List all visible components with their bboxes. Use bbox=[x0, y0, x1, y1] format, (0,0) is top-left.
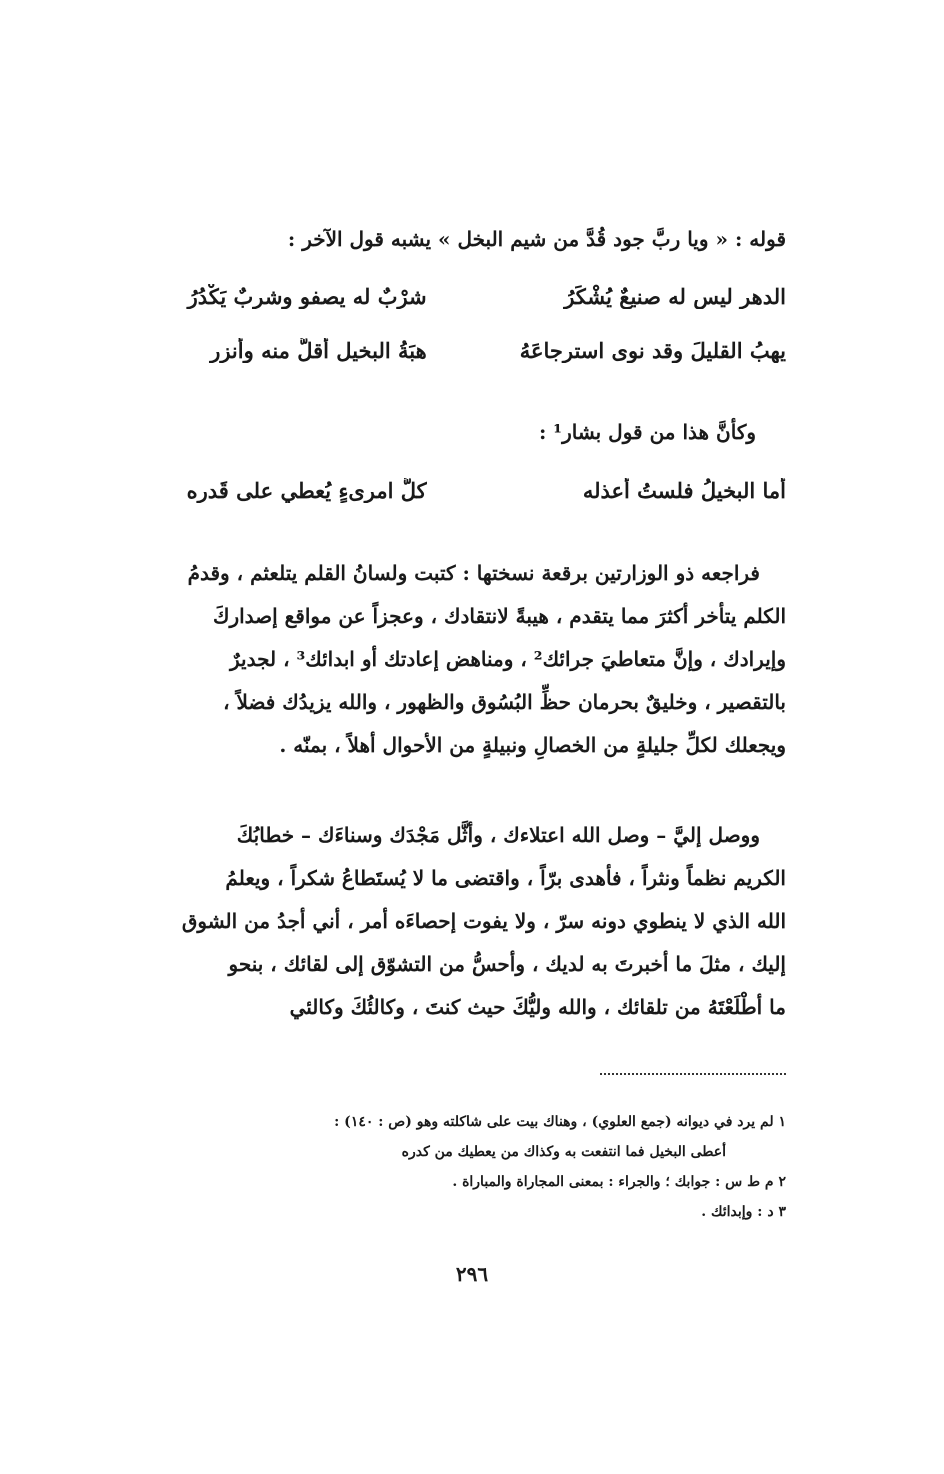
paragraph-line: الكلم يتأخر أكثرَ مما يتقدم ، هيبةً لانتقادك ، وعجزاً عن مواقع إصداركَ bbox=[212, 604, 786, 628]
paragraph-line: بالتقصير ، وخليقٌ بحرمان حظِّ البُسُوق والظهور ، والله يزيدُك فضلاً ، bbox=[223, 690, 786, 714]
verse-row bbox=[108, 284, 786, 328]
paragraph-line: الله الذي لا ينطوي دونه سرّ ، ولا يفوت إحصاءَه أمر ، أني أجدُ من الشوق bbox=[181, 909, 786, 933]
paragraph-line: ووصل إليَّ – وصل الله اعتلاءك ، وأثَّل مَجْدَك وسناءَك – خطابُكَ bbox=[236, 823, 760, 847]
footnote-3: ٣ د : وإبدائك . bbox=[701, 1204, 786, 1220]
paragraph-1 bbox=[108, 552, 786, 767]
verse-hemistich-2: شرْبٌ له يصفو وشربٌ يَكْدُرُ bbox=[187, 284, 427, 309]
verse-row bbox=[108, 338, 786, 382]
bashar-intro: وكأنَّ هذا من قول بشار¹ : bbox=[538, 420, 756, 444]
verse-hemistich-1: الدهر ليس له صنيعٌ يُشْكَرُ bbox=[564, 284, 786, 309]
paragraph-line: وإيرادك ، وإنَّ متعاطيَ جرائك² ، ومناهض إعادتك أو ابدائك³ ، لجديرٌ bbox=[230, 647, 786, 671]
verse-hemistich-2: هبَةُ البخيل أقلُّ منه وأنزر bbox=[210, 338, 427, 363]
page-number: ٢٩٦ bbox=[455, 1262, 489, 1286]
paragraph-line: الكريم نظماً ونثراً ، فأهدى برّاً ، واقتضى ما لا يُستَطاعُ شكراً ، ويعلمُ bbox=[225, 866, 786, 890]
paragraph-line: ما أطْلَعْتَهُ من تلقائك ، والله وليُّكَ حيث كنتَ ، وكالئُكَ وكالئي bbox=[289, 995, 786, 1019]
paragraph-line: فراجعه ذو الوزارتين برقعة نسختها : كتبت ولسانُ القلم يتلعثم ، وقدمُ bbox=[187, 561, 760, 585]
verse-hemistich-1: أما البخيلُ فلستُ أعذله bbox=[582, 478, 786, 503]
paragraph-line: إليك ، مثلَ ما أخبرتَ به لديك ، وأحسُّ من التشوّق إلى لقائك ، بنحو bbox=[228, 952, 786, 976]
footnote-1-verse: أعطى البخيل فما انتفعت به وكذاك من يعطيك من كدره bbox=[401, 1144, 726, 1160]
intro-text: قوله : « ويا ربَّ جود قُدَّ من شيم البخل » يشبه قول الآخر : bbox=[287, 227, 786, 251]
verse-hemistich-2: كلُّ امرىءٍ يُعطي على قَدرِه bbox=[186, 478, 427, 503]
intro-line bbox=[108, 222, 786, 256]
verse-hemistich-1: يهبُ القليلَ وقد نوى استرجاعَهُ bbox=[519, 338, 786, 363]
verse-row bbox=[108, 478, 786, 522]
footnote-1: ١ لم يرد في ديوانه (جمع العلوي) ، وهناك بيت على شاكلته وهو (ص : ١٤٠) : bbox=[334, 1114, 786, 1130]
paragraph-line: ويجعلك لكلِّ جليلةٍ من الخصالِ ونبيلةٍ من الأحوال أهلاً ، بمنّه . bbox=[279, 733, 786, 757]
footnote-2: ٢ م ط س : جوابك ؛ والجراء : بمعنى المجاراة والمباراة . bbox=[452, 1174, 786, 1190]
paragraph-2 bbox=[108, 814, 786, 1029]
footnotes bbox=[140, 1107, 786, 1227]
footnote-divider bbox=[600, 1073, 786, 1075]
